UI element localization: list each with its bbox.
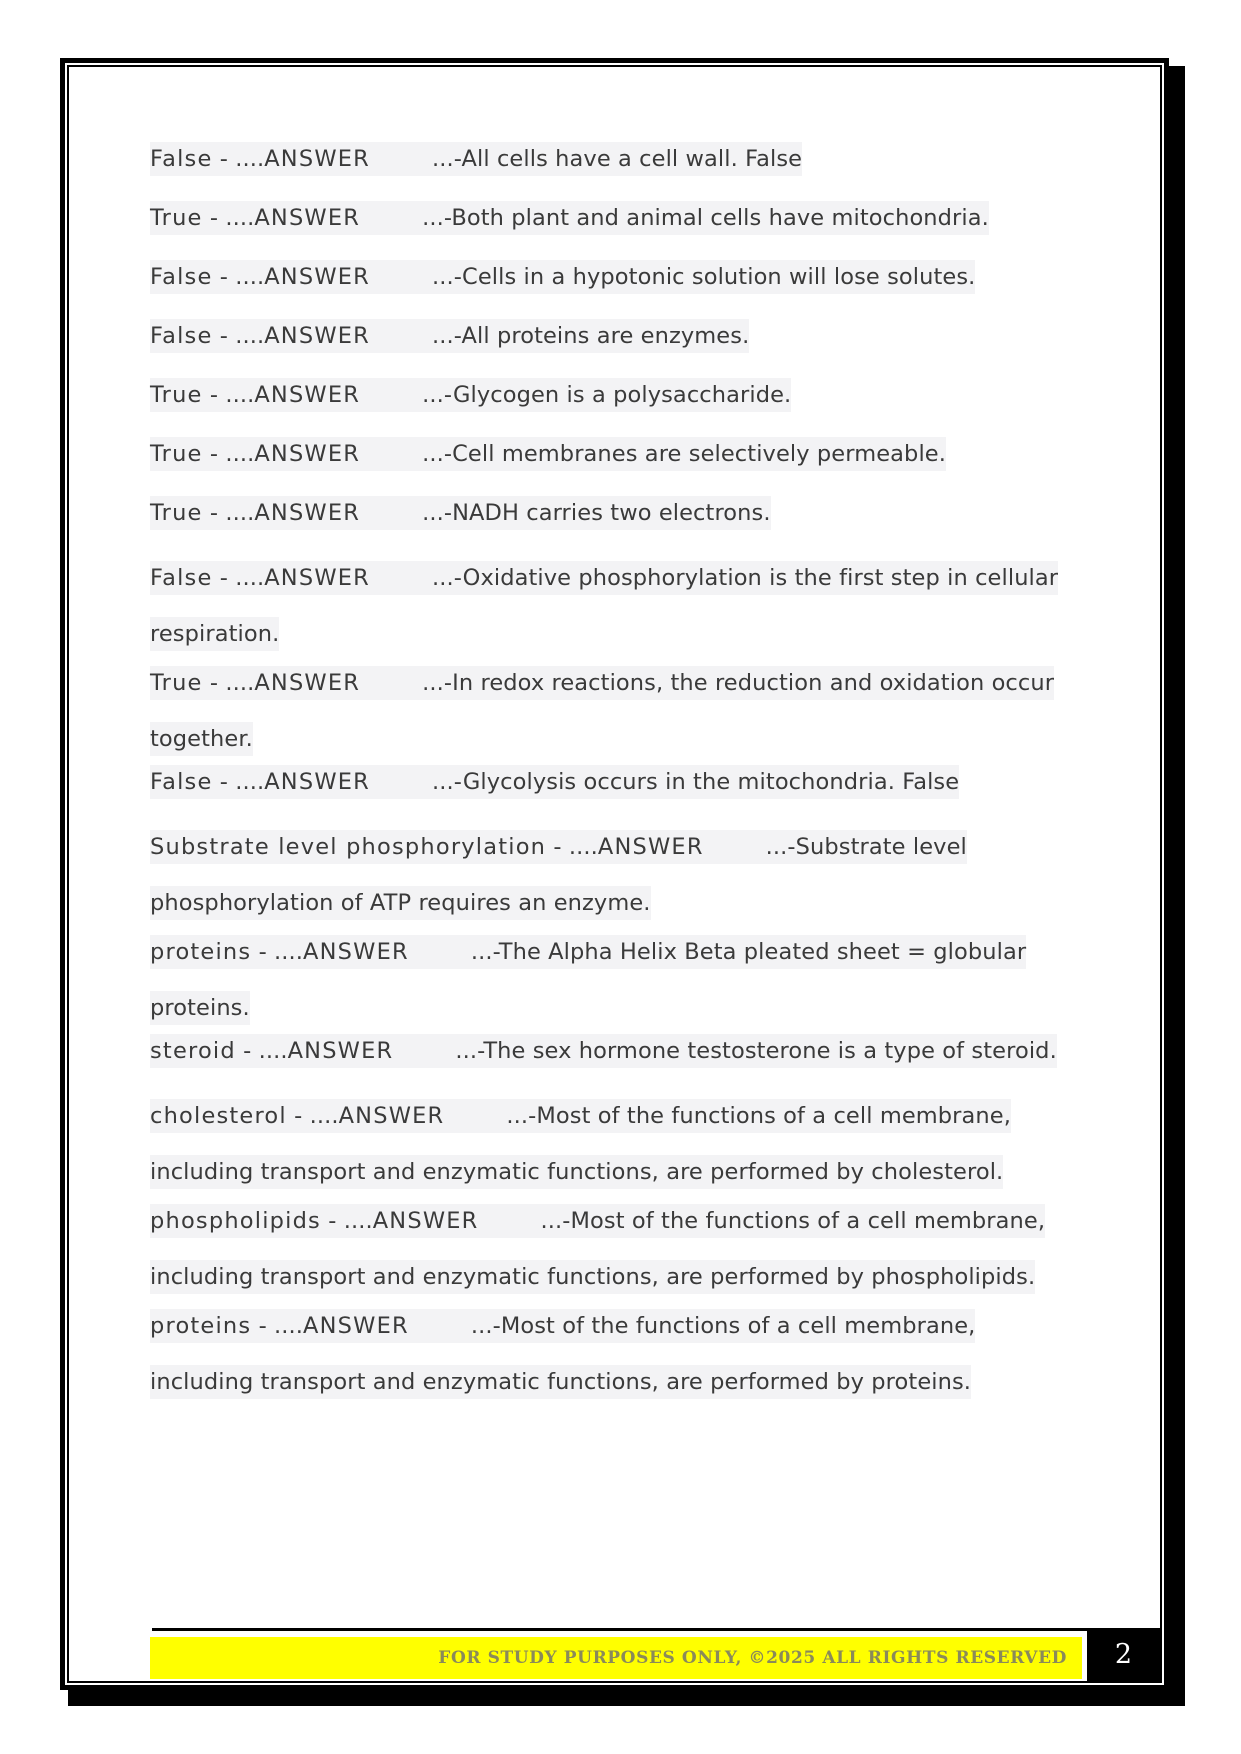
qa-answer-label: ANSWER	[254, 382, 361, 408]
qa-entry	[150, 819, 1080, 931]
qa-separator: - ....	[202, 441, 255, 467]
qa-line	[150, 1099, 1011, 1189]
qa-lead: ...-	[432, 323, 462, 349]
qa-statement: Oxidative phosphorylation is the first step in cellular respiration.	[150, 565, 1059, 647]
qa-answer-label: ANSWER	[264, 323, 371, 349]
qa-lead: ...-	[432, 264, 463, 290]
qa-term: cholesterol	[150, 1103, 287, 1129]
qa-term: False	[150, 323, 213, 349]
qa-separator: - ....	[546, 834, 598, 860]
qa-term: proteins	[150, 939, 252, 965]
qa-entry	[150, 1298, 1080, 1410]
qa-answer-label: ANSWER	[338, 1103, 445, 1129]
qa-statement: Glycolysis occurs in the mitochondria. False	[462, 769, 960, 795]
qa-term: True	[150, 382, 203, 408]
qa-line	[150, 378, 791, 412]
qa-lead: ...-	[422, 205, 452, 231]
qa-statement: Most of the functions of a cell membrane, including transport and enzymatic functions, are performed by proteins.	[150, 1313, 976, 1395]
qa-entry	[150, 432, 1080, 476]
qa-lead: ...-	[470, 1313, 501, 1339]
qa-answer-label: ANSWER	[303, 1313, 409, 1339]
qa-lead: ...-	[455, 1038, 484, 1064]
qa-answer-label: ANSWER	[287, 1038, 394, 1064]
qa-term: phospholipids	[150, 1208, 321, 1234]
qa-statement: Most of the functions of a cell membrane, including transport and enzymatic functions, are performed by phospholipids.	[150, 1208, 1046, 1290]
qa-entry	[150, 1088, 1080, 1200]
qa-line	[150, 765, 959, 799]
qa-lead: ...-	[506, 1103, 537, 1129]
qa-answer-label: ANSWER	[264, 565, 371, 591]
qa-separator: - ....	[212, 769, 265, 795]
qa-entry	[150, 1193, 1080, 1305]
qa-separator: - ....	[251, 939, 304, 965]
qa-term: False	[150, 565, 213, 591]
qa-answer-label: ANSWER	[254, 205, 361, 231]
qa-answer-label: ANSWER	[254, 670, 361, 696]
qa-statement: Both plant and animal cells have mitochondria.	[451, 205, 989, 231]
qa-term: False	[150, 769, 213, 795]
qa-statement: Glycogen is a polysaccharide.	[452, 382, 792, 408]
qa-line	[150, 935, 1026, 1025]
qa-statement: All cells have a cell wall. False	[461, 146, 803, 172]
qa-lead: ...-	[422, 382, 453, 408]
qa-statement: Cells in a hypotonic solution will lose solutes.	[462, 264, 976, 290]
qa-separator: - ....	[202, 382, 255, 408]
qa-separator: - ....	[251, 1313, 304, 1339]
qa-line	[150, 1034, 1057, 1068]
qa-line	[150, 142, 802, 176]
qa-lead: ...-	[540, 1208, 571, 1234]
qa-line	[150, 830, 967, 920]
qa-statement: In redox reactions, the reduction and oxidation occur together.	[150, 670, 1055, 752]
footer-copyright: FOR STUDY PURPOSES ONLY, ©2025 ALL RIGHTS RESERVED	[438, 1648, 1067, 1668]
qa-separator: - ....	[212, 565, 265, 591]
qa-term: True	[150, 205, 203, 231]
qa-entry	[150, 373, 1080, 417]
qa-entry	[150, 760, 1080, 804]
qa-term: True	[150, 500, 203, 526]
qa-separator: - ....	[235, 1038, 288, 1064]
qa-separator: - ....	[286, 1103, 339, 1129]
qa-line	[150, 260, 975, 294]
qa-answer-label: ANSWER	[303, 939, 409, 965]
qa-separator: - ....	[202, 205, 255, 231]
qa-statement: The sex hormone testosterone is a type of steroid.	[483, 1038, 1057, 1064]
qa-list	[150, 146, 1080, 1403]
qa-lead: ...-	[422, 500, 453, 526]
qa-entry	[150, 491, 1080, 535]
qa-statement: Most of the functions of a cell membrane, including transport and enzymatic functions, are performed by cholesterol.	[150, 1103, 1011, 1185]
qa-entry	[150, 924, 1080, 1036]
qa-line	[150, 666, 1054, 756]
qa-term: Substrate level phosphorylation	[150, 834, 547, 860]
qa-entry	[150, 255, 1080, 299]
qa-lead: ...-	[470, 939, 499, 965]
qa-lead: ...-	[422, 670, 453, 696]
qa-separator: - ....	[212, 146, 265, 172]
qa-statement: Cell membranes are selectively permeable.	[452, 441, 946, 467]
qa-lead: ...-	[422, 441, 453, 467]
qa-answer-label: ANSWER	[597, 834, 704, 860]
qa-answer-label: ANSWER	[254, 500, 361, 526]
qa-line	[150, 201, 989, 235]
qa-term: proteins	[150, 1313, 252, 1339]
qa-entry	[150, 137, 1080, 181]
qa-line	[150, 1204, 1045, 1294]
qa-separator: - ....	[320, 1208, 373, 1234]
qa-term: False	[150, 264, 213, 290]
qa-lead: ...-	[432, 565, 463, 591]
qa-entry	[150, 550, 1080, 662]
footer-band	[150, 1637, 1082, 1679]
qa-separator: - ....	[202, 670, 255, 696]
qa-line	[150, 319, 749, 353]
qa-answer-label: ANSWER	[264, 146, 371, 172]
qa-separator: - ....	[212, 264, 265, 290]
qa-term: False	[150, 146, 213, 172]
qa-answer-label: ANSWER	[264, 769, 371, 795]
qa-term: True	[150, 670, 203, 696]
qa-lead: ...-	[432, 146, 462, 172]
qa-entry	[150, 1029, 1080, 1073]
footer-rule	[152, 1628, 1087, 1631]
qa-entry	[150, 196, 1080, 240]
qa-answer-label: ANSWER	[264, 264, 371, 290]
qa-line	[150, 437, 946, 471]
qa-line	[150, 496, 771, 530]
qa-lead: ...-	[765, 834, 796, 860]
qa-line	[150, 561, 1058, 651]
qa-term: True	[150, 441, 203, 467]
qa-separator: - ....	[212, 323, 265, 349]
qa-statement: Substrate level phosphorylation of ATP requires an enzyme.	[150, 834, 967, 916]
qa-term: steroid	[150, 1038, 236, 1064]
page-number: 2	[1087, 1628, 1160, 1681]
qa-answer-label: ANSWER	[254, 441, 361, 467]
qa-entry	[150, 655, 1080, 767]
qa-line	[150, 1309, 975, 1399]
qa-statement: All proteins are enzymes.	[461, 323, 750, 349]
qa-statement: The Alpha Helix Beta pleated sheet = globular proteins.	[150, 939, 1027, 1021]
qa-lead: ...-	[432, 769, 463, 795]
qa-answer-label: ANSWER	[372, 1208, 479, 1234]
qa-statement: NADH carries two electrons.	[452, 500, 771, 526]
qa-separator: - ....	[202, 500, 255, 526]
qa-entry	[150, 314, 1080, 358]
